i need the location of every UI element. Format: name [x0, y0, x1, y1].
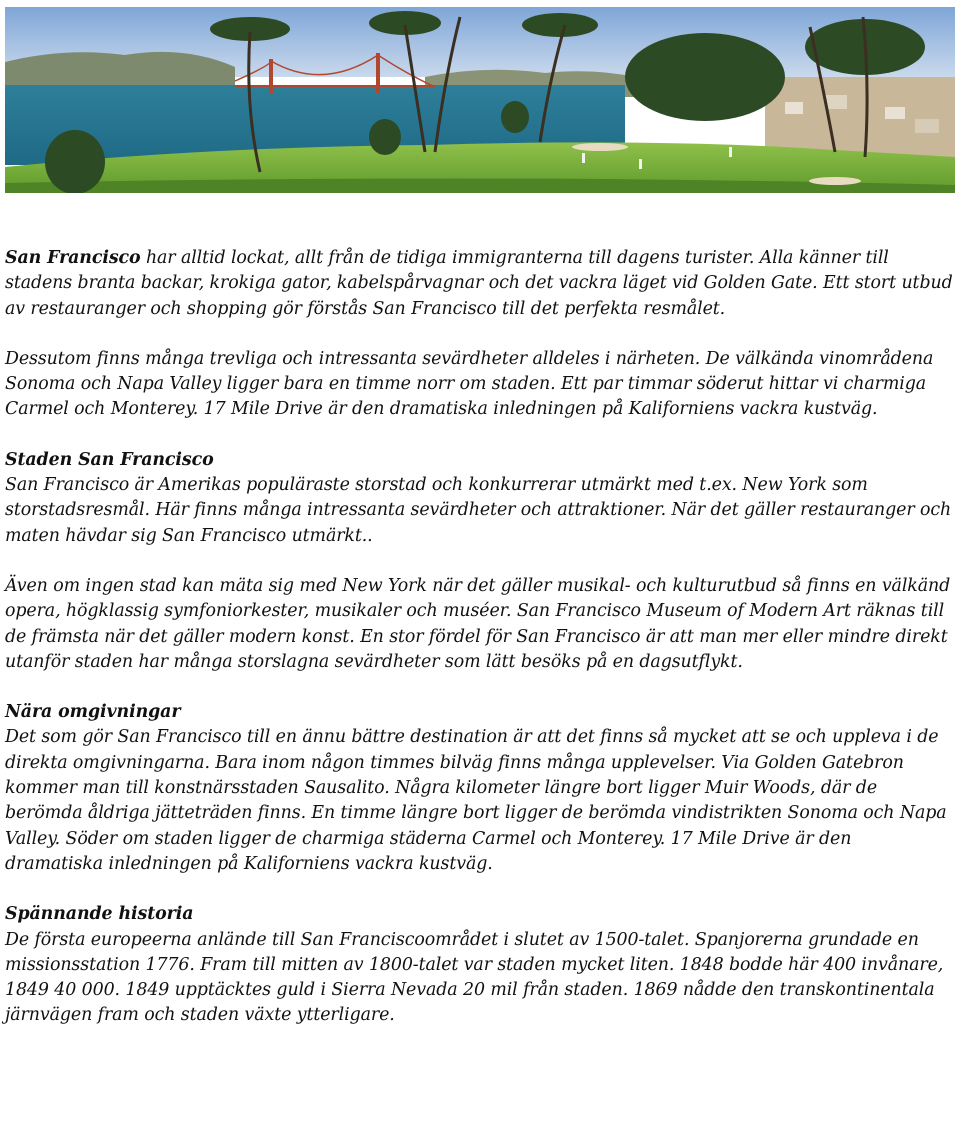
section-city-paragraph-1: San Francisco är Amerikas populäraste storstad och konkurrerar utmärkt med t.ex. New York som storstadsresmål. Här finns många intressanta sevärdheter och attraktioner. När det gäller restauranger och maten hävdar sig San Francisco utmärkt..	[5, 475, 952, 546]
section-history-paragraph-1: De första europeerna anlände till San Franciscoområdet i slutet av 1500-talet. Spanjorerna grundade en missionsstation 1776. Fram till mitten av 1800-talet var staden mycket liten. 1848 bodde här 400 invånare, 1849 40 000. 1849 upptäcktes guld i Sierra Nevada 20 mil från staden. 1869 nådde den transkontinentala järnvägen fram och staden växte ytterligare.	[5, 929, 944, 1026]
section-surroundings-paragraph-1: Det som gör San Francisco till en ännu bättre destination är att det finns så mycket att se och uppleva i de direkta omgivningarna. Bara inom någon timmes bilväg finns många upplevelser. Via Golden Gatebron kommer man till konstnärsstaden Sausalito. Några kilometer längre bort ligger Muir Woods, där de berömda åldriga jätteträden finns. En timme längre bort ligger de berömda vindistrikten Sonoma och Napa Valley. Söder om staden ligger de charmiga städerna Carmel och Monterey. 17 Mile Drive är den dramatiska inledningen på Kaliforniens vackra kustväg.	[5, 727, 947, 874]
section-heading-surroundings: Nära omgivningar	[5, 702, 181, 723]
intro-text: har alltid lockat, allt från de tidiga immigranterna till dagens turister. Alla känner till stadens branta backar, krokiga gator, kabelspårvagnar och det vackra läget vid Golden Gate. Ett stort utbud av restauranger och shopping gör förstås San Francisco till det perfekta resmålet.	[5, 248, 953, 319]
intro-lead: San Francisco	[5, 248, 141, 268]
hero-photo-illustration	[5, 7, 955, 193]
section-heading-history: Spännande historia	[5, 904, 194, 925]
surroundings-intro-paragraph: Dessutom finns många trevliga och intressanta sevärdheter alldeles i närheten. De välkända vinområdena Sonoma och Napa Valley ligger bara en timme norr om staden. Ett par timmar söderut hittar vi charmiga Carmel och Monterey. 17 Mile Drive är den dramatiska inledningen på Kaliforniens vackra kustväg.	[5, 348, 934, 420]
intro-paragraph	[5, 246, 953, 322]
hero-photo	[5, 7, 955, 193]
section-city-paragraph-2: Även om ingen stad kan mäta sig med New York när det gäller musikal- och kulturutbud så finns en välkänd opera, högklassig symfoniorkester, musikaler och muséer. San Francisco Museum of Modern Art räknas till de främsta när det gäller modern konst. En stor fördel för San Francisco är att man mer eller mindre direkt utanför staden har många storslagna sevärdheter som lätt besöks på en dagsutflykt.	[5, 575, 951, 672]
section-heading-city: Staden San Francisco	[5, 449, 214, 470]
article-body	[5, 246, 953, 1029]
